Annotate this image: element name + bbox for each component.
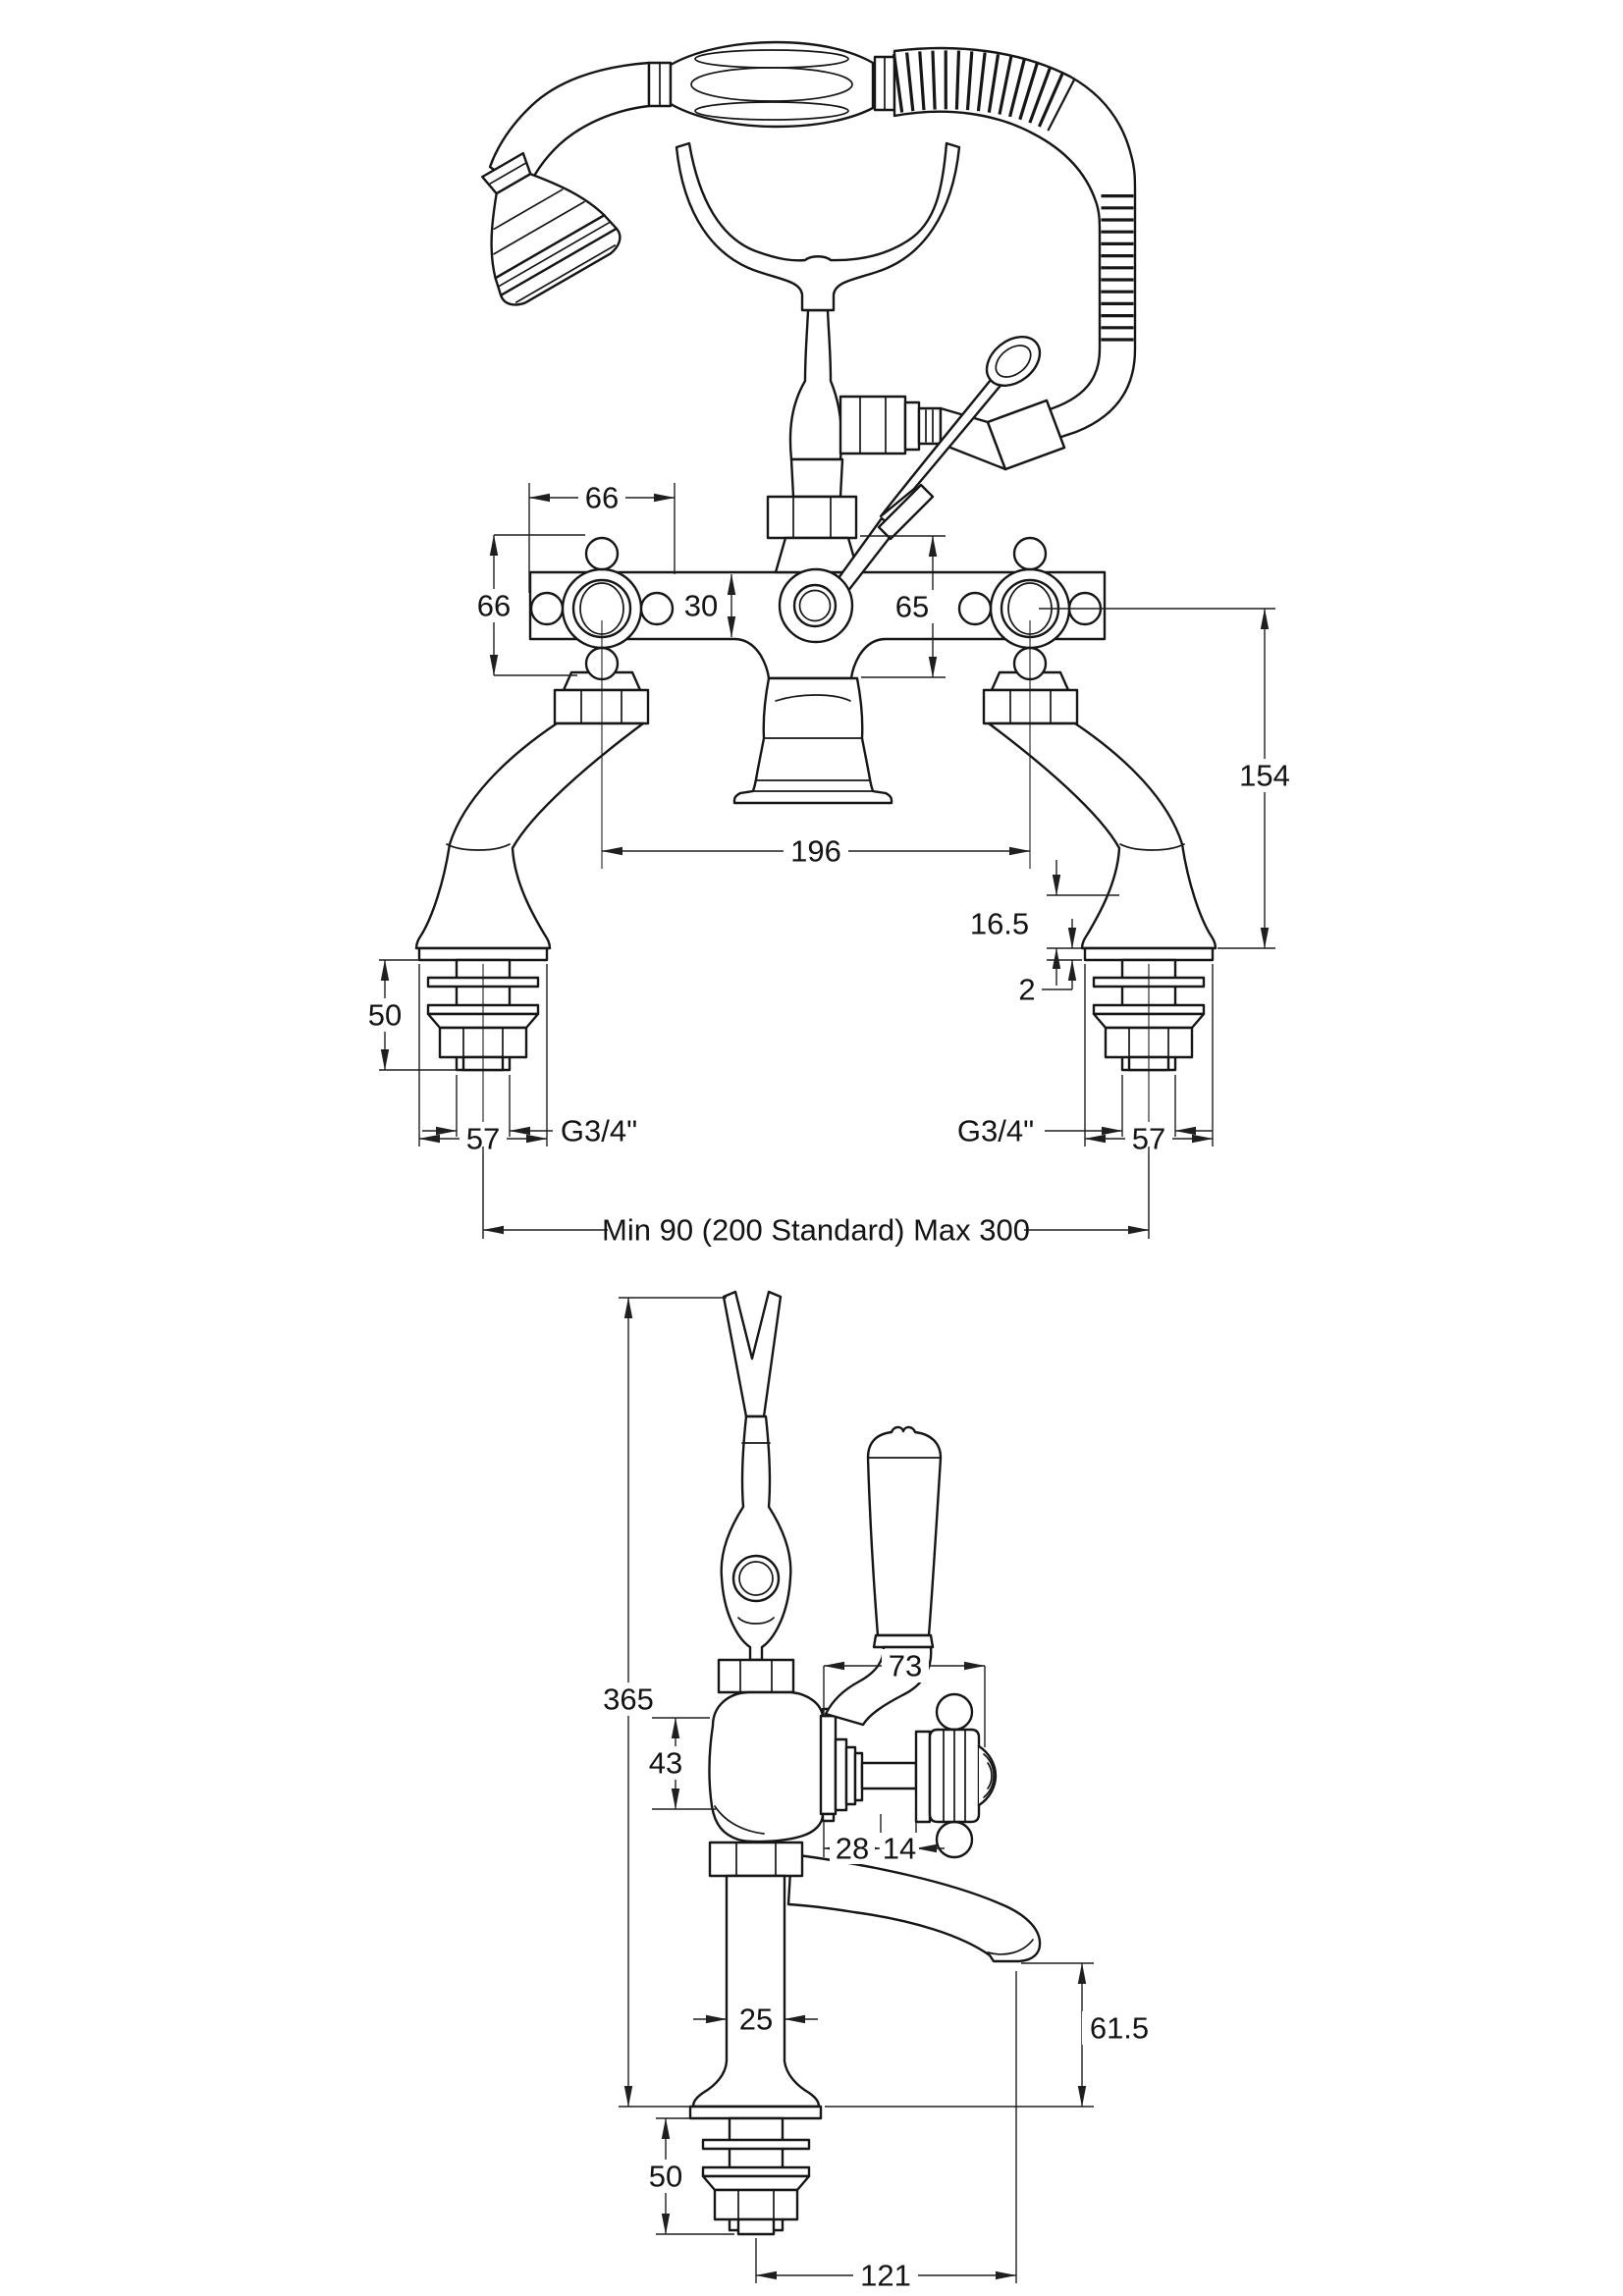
dim-label: 66 [584,480,620,515]
dim-label: 43 [648,1745,683,1781]
dim-label: 14 [882,1831,917,1866]
dim-label: 50 [648,2159,683,2194]
diverter-side-outlet [840,397,941,454]
crosshead-handle-side [930,1694,996,1857]
dim-thread-size-right [950,1075,1213,1148]
dim-label: 50 [367,997,403,1033]
dim-label: 30 [683,588,719,623]
diverter-column [768,310,941,572]
dim-label: Min 90 (200 Standard) Max 300 [602,1212,1030,1248]
dim-label: 365 [603,1682,654,1717]
side-view [596,1292,1157,2293]
dim-label: 57 [465,1121,501,1156]
dim-column-width [693,2002,818,2037]
dim-spout-to-deck [825,1963,1157,2107]
handset-cradle [676,143,959,310]
dim-label: 61.5 [1089,2010,1150,2046]
dim-label: G3/4" [560,1113,638,1148]
centre-spout [734,678,892,803]
dim-label: 73 [888,1648,923,1683]
dim-label: 154 [1239,758,1290,793]
dim-gland-to-handle [880,1832,945,1866]
dim-adjustable-span [483,1147,1149,1248]
dim-label: 25 [738,2002,774,2037]
dim-label: 65 [894,589,930,624]
dim-label: 66 [476,588,512,623]
handset-grip [649,42,894,127]
right-valve-assembly [984,672,1216,1070]
dim-label: 121 [860,2258,911,2293]
diverter-boss [780,569,852,642]
dim-thread-size-left [422,1075,644,1148]
bonnet-nut-side [719,1660,793,1692]
dim-inlet-centres [602,834,1030,869]
spout-side [788,1854,1040,1961]
dim-label: 2 [1018,972,1036,1007]
dim-label: 57 [1131,1121,1166,1156]
cradle-fork-side [722,1292,791,1660]
left-valve-assembly [416,672,648,1070]
dim-label: 28 [835,1831,870,1866]
front-view [361,42,1297,1248]
dim-body-height [642,1718,716,1809]
valve-body-side [709,1692,836,1842]
dim-overall-height [596,1298,727,2107]
dim-label: 16.5 [969,906,1030,941]
dim-label: G3/4" [956,1113,1035,1148]
dim-label: 196 [790,833,841,869]
